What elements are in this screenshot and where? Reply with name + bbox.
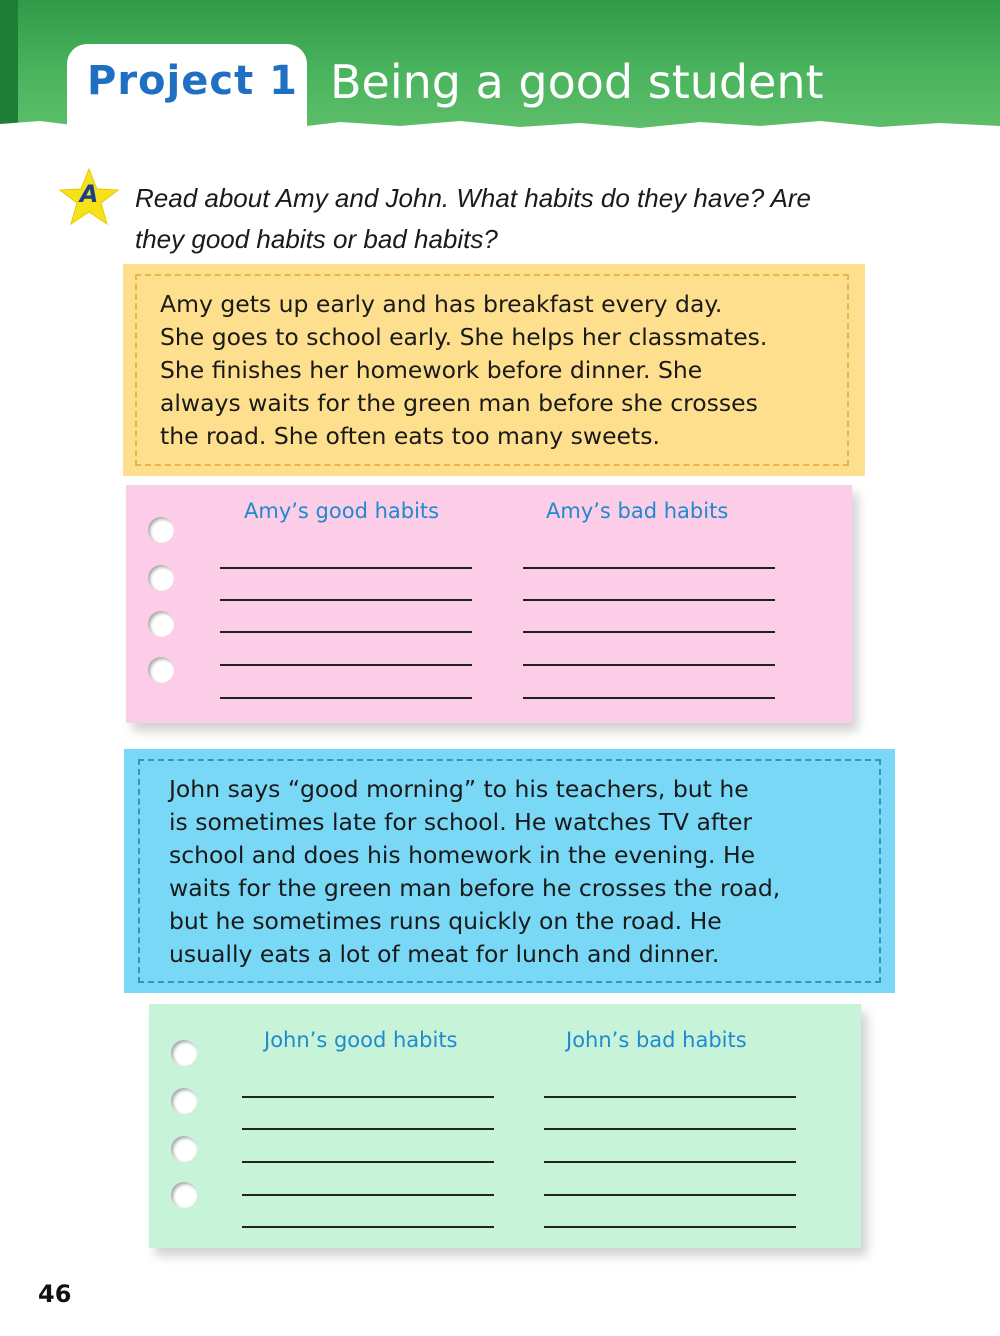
section-badge — [58, 168, 116, 226]
paragraph-line: is sometimes late for school. He watches TV after — [169, 808, 753, 836]
john-paragraph — [169, 773, 780, 971]
amy-bad-answer-line[interactable] — [523, 631, 775, 633]
paragraph-line: John says “good morning” to his teachers, but he — [169, 775, 749, 803]
john-bad-answer-line[interactable] — [544, 1128, 796, 1130]
john-good-answer-line[interactable] — [242, 1226, 494, 1228]
john-bad-answer-line[interactable] — [544, 1226, 796, 1228]
john-bad-habits-heading: John’s bad habits — [566, 1028, 747, 1052]
amy-good-answer-line[interactable] — [220, 631, 472, 633]
instruction-line: Read about Amy and John. What habits do they have? Are — [135, 183, 811, 213]
amy-good-answer-line[interactable] — [220, 664, 472, 666]
paragraph-line: but he sometimes runs quickly on the road. He — [169, 907, 722, 935]
binder-hole-icon — [148, 611, 174, 637]
instruction-text — [135, 178, 935, 260]
paragraph-line: waits for the green man before he crosses the road, — [169, 874, 781, 902]
amy-good-answer-line[interactable] — [220, 567, 472, 569]
binder-hole-icon — [171, 1182, 197, 1208]
binder-hole-icon — [171, 1088, 197, 1114]
amy-good-answer-line[interactable] — [220, 599, 472, 601]
paragraph-line: usually eats a lot of meat for lunch and dinner. — [169, 940, 720, 968]
john-bad-answer-line[interactable] — [544, 1194, 796, 1196]
amy-habits-note — [126, 485, 852, 723]
instruction-line: they good habits or bad habits? — [135, 224, 498, 254]
john-habits-note — [149, 1004, 861, 1248]
project-label: Project 1 — [87, 58, 298, 104]
john-bad-answer-line[interactable] — [544, 1161, 796, 1163]
binder-hole-icon — [148, 565, 174, 591]
john-good-answer-line[interactable] — [242, 1128, 494, 1130]
john-good-answer-line[interactable] — [242, 1194, 494, 1196]
amy-reading-box — [123, 264, 865, 476]
amy-bad-answer-line[interactable] — [523, 567, 775, 569]
paragraph-line: She finishes her homework before dinner. She — [160, 356, 703, 384]
amy-bad-answer-line[interactable] — [523, 599, 775, 601]
paragraph-line: the road. She often eats too many sweets. — [160, 422, 660, 450]
section-letter: A — [79, 180, 99, 208]
amy-bad-answer-line[interactable] — [523, 697, 775, 699]
page-title: Being a good student — [330, 55, 824, 109]
amy-bad-answer-line[interactable] — [523, 664, 775, 666]
binder-hole-icon — [148, 517, 174, 543]
john-good-answer-line[interactable] — [242, 1161, 494, 1163]
paragraph-line: school and does his homework in the evening. He — [169, 841, 756, 869]
paragraph-line: always waits for the green man before she crosses — [160, 389, 758, 417]
john-good-answer-line[interactable] — [242, 1096, 494, 1098]
amy-good-answer-line[interactable] — [220, 697, 472, 699]
john-bad-answer-line[interactable] — [544, 1096, 796, 1098]
john-reading-box — [124, 749, 895, 993]
paragraph-line: Amy gets up early and has breakfast every day. — [160, 290, 723, 318]
page-number: 46 — [38, 1280, 72, 1308]
paragraph-line: She goes to school early. She helps her classmates. — [160, 323, 768, 351]
amy-paragraph — [160, 288, 767, 453]
binder-hole-icon — [171, 1040, 197, 1066]
binder-hole-icon — [148, 657, 174, 683]
amy-bad-habits-heading: Amy’s bad habits — [546, 499, 729, 523]
binder-hole-icon — [171, 1136, 197, 1162]
john-good-habits-heading: John’s good habits — [264, 1028, 458, 1052]
amy-good-habits-heading: Amy’s good habits — [244, 499, 440, 523]
